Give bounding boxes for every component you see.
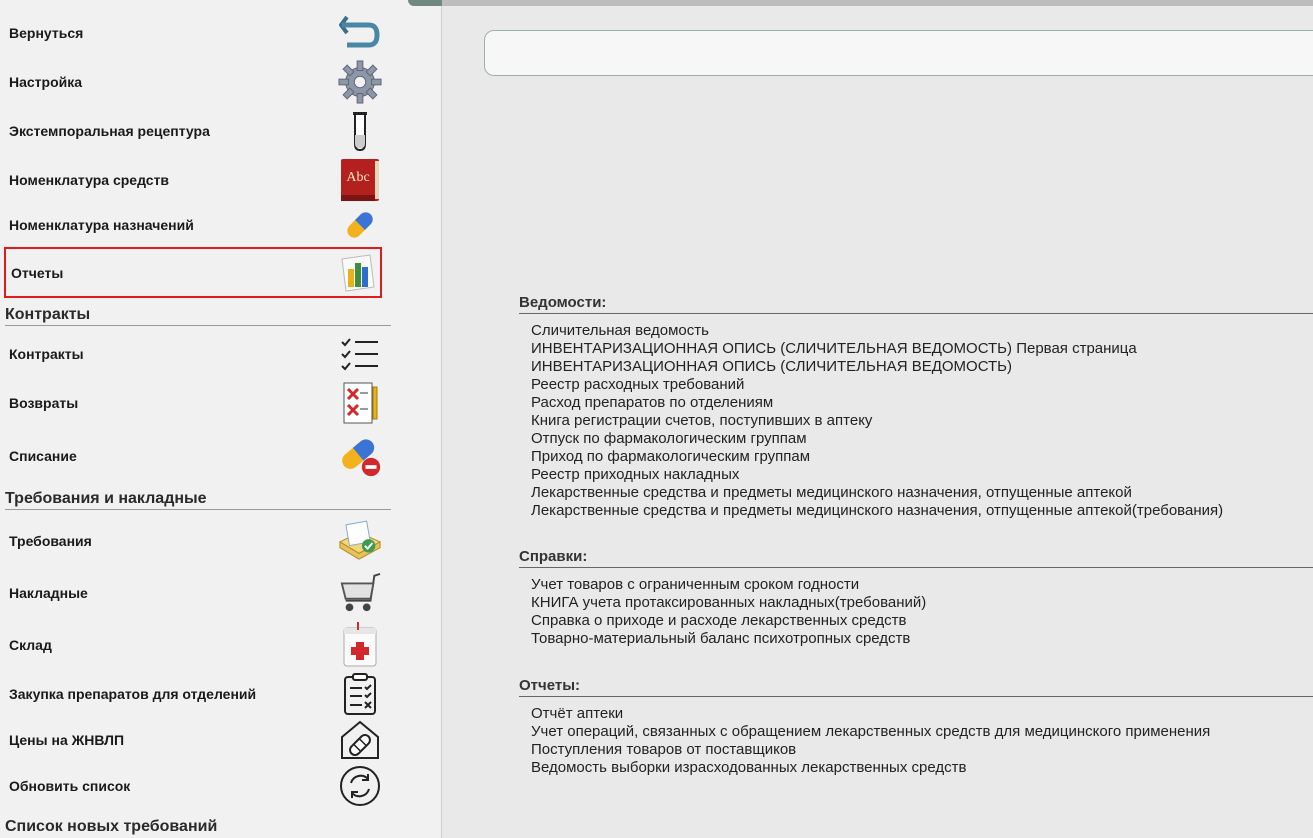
cart-icon <box>338 571 382 615</box>
report-link[interactable]: Лекарственные средства и предметы медицинского назначения, отпущенные аптекой(требования) <box>531 502 1224 519</box>
report-link[interactable]: Отчёт аптеки <box>531 705 624 722</box>
report-link[interactable]: Учет операций, связанных с обращением лекарственных средств для медицинского применения <box>531 723 1211 740</box>
section-otchety <box>519 677 1313 777</box>
envelope-icon <box>338 519 382 563</box>
refresh-icon <box>338 764 382 808</box>
section-header-contracts: Контракты <box>5 306 391 326</box>
medical-box-icon <box>338 623 382 667</box>
sidebar-item-prescriptions[interactable] <box>4 202 382 248</box>
section-vedomosti <box>519 294 1313 520</box>
house-bandage-icon <box>338 718 382 762</box>
report-link[interactable]: Расход препаратов по отделениям <box>531 394 774 411</box>
report-link[interactable]: Поступления товаров от поставщиков <box>531 741 797 758</box>
sidebar-item-contracts[interactable] <box>4 331 382 377</box>
sidebar-item-label: Списание <box>9 448 77 464</box>
document-cross-icon <box>338 381 382 425</box>
report-list <box>519 322 1313 520</box>
sidebar-item-label: Возвраты <box>9 395 79 411</box>
sidebar-item-reports[interactable] <box>4 247 382 298</box>
section-header-new-requests: Список новых требований <box>5 818 218 835</box>
report-link[interactable]: Реестр расходных требований <box>531 376 745 393</box>
sidebar-item-label: Вернуться <box>9 25 84 41</box>
report-link[interactable]: Книга регистрации счетов, поступивших в аптеку <box>531 412 873 429</box>
sidebar-item-label: Обновить список <box>9 778 131 794</box>
sidebar-item-warehouse[interactable] <box>4 621 382 669</box>
search-panel[interactable] <box>484 30 1313 76</box>
sidebar-item-label: Требования <box>9 533 92 549</box>
report-list <box>519 705 1313 777</box>
capsule-icon <box>338 203 382 247</box>
sidebar-item-writeoff[interactable] <box>4 431 382 481</box>
sidebar-item-label: Отчеты <box>11 264 64 281</box>
sidebar-item-returns[interactable] <box>4 380 382 426</box>
sidebar-item-nomenclature[interactable] <box>4 157 382 203</box>
svg-text:Abc: Abc <box>346 170 370 185</box>
sidebar-item-label: Контракты <box>9 346 84 362</box>
report-link[interactable]: Ведомость выборки израсходованных лекарственных средств <box>531 759 967 776</box>
sidebar-item-label: Номенклатура средств <box>9 172 170 188</box>
report-link[interactable]: Учет товаров с ограниченным сроком годности <box>531 576 860 593</box>
report-link[interactable]: Товарно-материальный баланс психотропных средств <box>531 630 911 647</box>
sidebar-item-label: Цены на ЖНВЛП <box>9 732 125 748</box>
section-title: Отчеты: <box>519 677 1313 697</box>
sidebar-item-invoices[interactable] <box>4 570 382 616</box>
report-link[interactable]: ИНВЕНТАРИЗАЦИОННАЯ ОПИСЬ (СЛИЧИТЕЛЬНАЯ ВЕДОМОСТЬ) Первая страница <box>531 340 1137 357</box>
gear-icon <box>338 60 382 104</box>
sidebar-item-label: Закупка препаратов для отделений <box>9 686 257 702</box>
sidebar-item-label: Накладные <box>9 585 88 601</box>
report-list <box>519 576 1313 648</box>
capsule-minus-icon <box>338 434 382 478</box>
sidebar-item-label: Номенклатура назначений <box>9 217 194 233</box>
report-link[interactable]: Реестр приходных накладных <box>531 466 740 483</box>
sidebar-item-prices[interactable] <box>4 717 382 763</box>
sidebar-item-label: Настройка <box>9 74 83 90</box>
sidebar-item-back[interactable] <box>4 10 382 56</box>
sidebar-item-extemporal[interactable] <box>4 108 382 154</box>
sidebar-item-settings[interactable] <box>4 59 382 105</box>
section-spravki <box>519 548 1313 648</box>
section-title: Справки: <box>519 548 1313 568</box>
report-link[interactable]: Сличительная ведомость <box>531 322 709 339</box>
abc-book-icon <box>338 158 382 202</box>
sidebar-item-refresh[interactable] <box>4 763 382 809</box>
bar-chart-icon <box>336 251 380 295</box>
sidebar-item-purchase[interactable] <box>4 671 382 717</box>
sidebar-item-label: Экстемпоральная рецептура <box>9 123 210 139</box>
report-link[interactable]: Справка о приходе и расходе лекарственных средств <box>531 612 907 629</box>
report-link[interactable]: ИНВЕНТАРИЗАЦИОННАЯ ОПИСЬ (СЛИЧИТЕЛЬНАЯ ВЕДОМОСТЬ) <box>531 358 1013 375</box>
clipboard-icon <box>338 672 382 716</box>
sidebar-item-label: Склад <box>9 637 52 653</box>
test-tube-icon <box>338 109 382 153</box>
report-link[interactable]: Приход по фармакологическим группам <box>531 448 811 465</box>
sidebar <box>0 0 442 838</box>
section-title: Ведомости: <box>519 294 1313 314</box>
checklist-icon <box>338 332 382 376</box>
section-header-requirements: Требования и накладные <box>5 490 391 510</box>
back-arrow-icon <box>338 11 382 55</box>
report-link[interactable]: Лекарственные средства и предметы медицинского назначения, отпущенные аптекой <box>531 484 1132 501</box>
sidebar-item-requirements[interactable] <box>4 518 382 564</box>
report-link[interactable]: Отпуск по фармакологическим группам <box>531 430 807 447</box>
top-bar <box>442 0 1313 6</box>
report-link[interactable]: КНИГА учета протаксированных накладных(требований) <box>531 594 927 611</box>
